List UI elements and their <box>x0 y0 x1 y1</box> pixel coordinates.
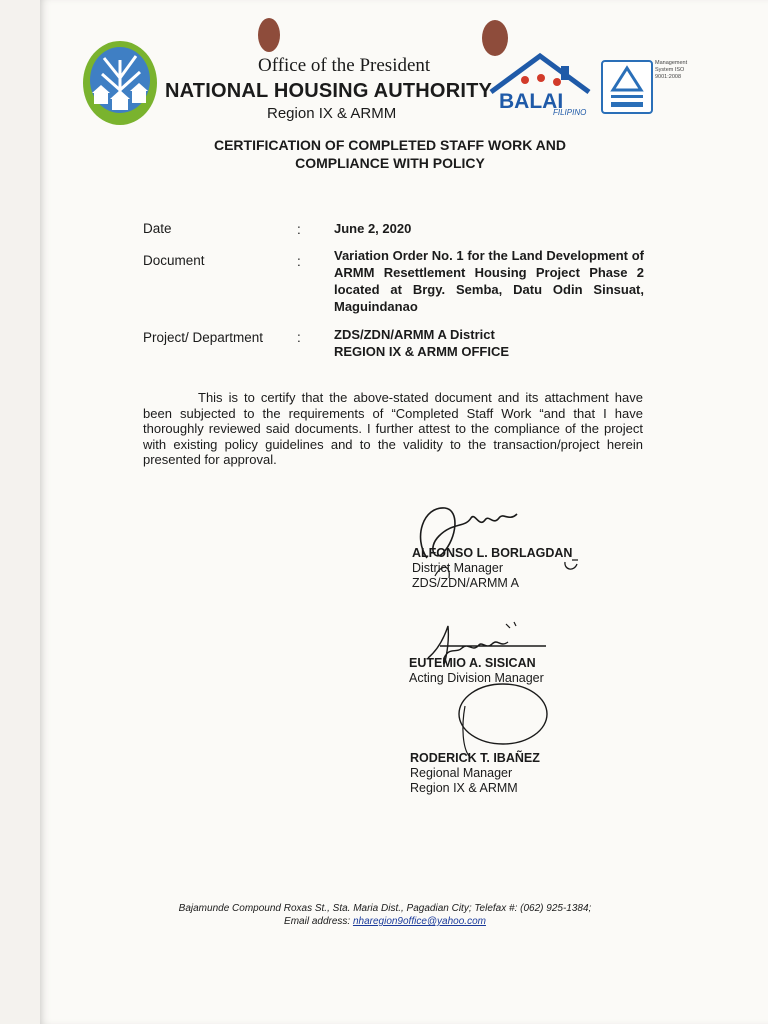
balai-filipino-logo-icon <box>485 52 595 118</box>
footer <box>150 902 620 928</box>
document-label: Document <box>143 253 205 268</box>
signatory-3-name: RODERICK T. IBAÑEZ <box>410 751 540 765</box>
signatory-1 <box>412 546 572 591</box>
nha-logo-icon <box>82 40 158 126</box>
iso-certification-badge <box>601 60 653 114</box>
certification-body-text: This is to certify that the above-stated document and its attachment have been subjected to the requirements of “Completed Staff Work “and that I have thoroughly reviewed said documents. I further attest to the compliance of the project with existing policy guidelines and to the validity to the transaction/project herein presented for approval. <box>143 390 643 467</box>
footer-email-line <box>150 915 620 928</box>
ink-stain <box>482 20 508 56</box>
signatory-3-office: Region IX & ARMM <box>410 781 518 795</box>
certification-text: Management System ISO 9001:2008 <box>655 60 688 80</box>
region-heading: Region IX & ARMM <box>267 105 397 122</box>
date-colon: : <box>297 222 301 237</box>
date-value: June 2, 2020 <box>334 221 412 236</box>
signatory-1-title: District Manager <box>412 561 503 575</box>
signatory-1-office: ZDS/ZDN/ARMM A <box>412 576 519 590</box>
signatory-3 <box>410 751 540 796</box>
document-title: CERTIFICATION OF COMPLETED STAFF WORK AND COMPLIANCE WITH POLICY <box>213 137 567 171</box>
document-colon: : <box>297 254 301 269</box>
footer-email-label: Email address: <box>284 916 351 927</box>
footer-email-link[interactable]: nharegion9office@yahoo.com <box>352 916 486 927</box>
agency-name: NATIONAL HOUSING AUTHORITY <box>165 80 493 102</box>
project-label: Project/ Department <box>143 330 264 345</box>
signatory-1-name: ALFONSO L. BORLAGDAN <box>412 546 573 560</box>
svg-text:BALAI: BALAI <box>499 90 564 113</box>
signature-ibanez <box>455 678 555 758</box>
ink-stain <box>258 18 280 52</box>
initial-mark <box>562 558 582 574</box>
document-value: Variation Order No. 1 for the Land Development of ARMM Resettlement Housing Project Phase 2 located at Brgy. Semba, Datu Odin Sinsuat, Maguindanao <box>334 248 644 314</box>
office-heading: Office of the President <box>258 55 431 76</box>
signatory-3-title: Regional Manager <box>410 766 513 780</box>
signatory-2-name: EUTEMIO A. SISICAN <box>409 656 536 670</box>
svg-text:FILIPINO: FILIPINO <box>553 108 587 117</box>
project-value-line1: ZDS/ZDN/ARMM A District <box>334 327 495 342</box>
project-colon: : <box>297 330 301 345</box>
project-value-line2: REGION IX & ARMM OFFICE <box>334 344 510 359</box>
certification-body <box>143 390 643 468</box>
signatory-2-title: Acting Division Manager <box>409 671 544 685</box>
tuv-logo-icon <box>603 62 651 112</box>
date-label: Date <box>143 221 172 236</box>
footer-address: Bajamunde Compound Roxas St., Sta. Maria Dist., Pagadian City; Telefax #: (062) 925-1384; <box>178 903 592 914</box>
